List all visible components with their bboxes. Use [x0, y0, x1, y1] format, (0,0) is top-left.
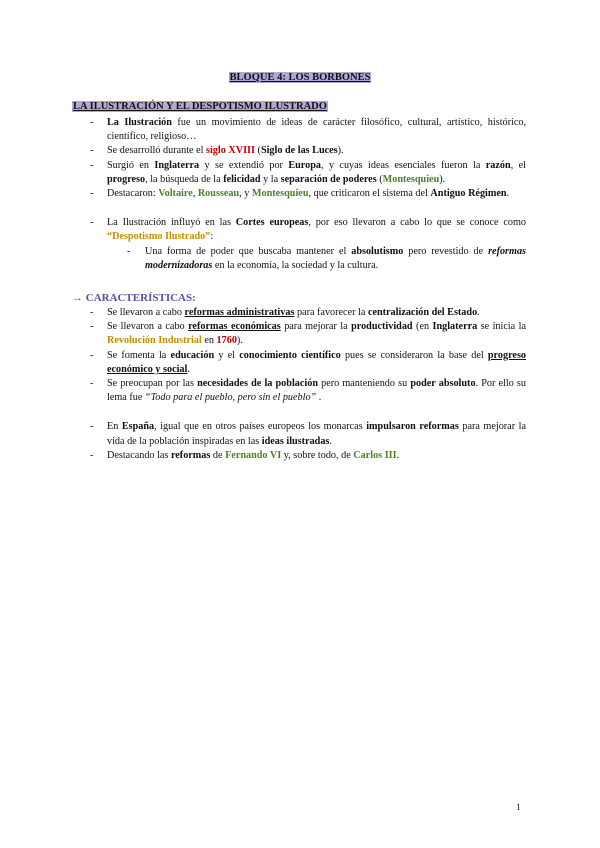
term: reformas [170, 449, 211, 461]
text: pero revestido de [403, 245, 489, 257]
list-item [90, 216, 526, 273]
list-item [90, 187, 526, 201]
text: (en [412, 321, 433, 333]
text: . [506, 188, 510, 200]
term: Inglaterra [154, 159, 200, 171]
text: y se extendió por [199, 159, 289, 171]
term: reformas económicas [188, 321, 281, 333]
term: centralización del Estado [367, 307, 478, 318]
text: : [210, 231, 214, 243]
text: para favorecer la [294, 307, 368, 318]
term: poder absoluto [410, 378, 476, 390]
term: absolutismo [351, 245, 404, 257]
spacer [90, 405, 526, 420]
list-item [90, 144, 526, 158]
section-heading [72, 100, 328, 114]
term: España [121, 421, 155, 433]
term: Europa [288, 159, 321, 171]
text: , la búsqueda de la [145, 173, 224, 185]
term: separación de poderes [280, 173, 377, 185]
sub-list [127, 245, 526, 273]
term: productividad [351, 321, 413, 333]
text: . [329, 435, 332, 447]
text: en [201, 335, 217, 347]
highlight: Rousseau [197, 188, 240, 200]
text: en la economía, la sociedad y la cultura. [212, 259, 379, 271]
text: Destacando las [107, 449, 171, 461]
text: , y cuyas ideas esenciales fueron la [321, 159, 486, 171]
list-item [90, 377, 526, 405]
term: reformas modernizadoras [145, 245, 526, 271]
text: y la [260, 173, 281, 185]
text: , que criticaron el sistema del [308, 188, 431, 200]
motto: “Todo para el pueblo, pero sin el pueblo” [144, 392, 317, 404]
highlight: Carlos III [353, 449, 397, 461]
text: ). [236, 335, 243, 347]
list-item [90, 349, 526, 377]
sub-list-item [127, 245, 526, 273]
text: Se preocupan por las [107, 378, 198, 390]
text: Se llevaron a cabo [107, 307, 185, 318]
text: se inicia la [477, 321, 526, 333]
term: educación [170, 349, 215, 361]
highlight: 1760 [216, 335, 237, 347]
term: reformas administrativas [184, 307, 295, 318]
text: ). [439, 173, 446, 185]
term: felicidad [223, 173, 261, 185]
text: para mejorar la vida de la población inspiradas en las [107, 421, 526, 447]
list-item [90, 159, 526, 187]
highlight: “Despotismo Ilustrado” [107, 231, 211, 243]
term: impulsaron reformas [366, 421, 459, 433]
text: Surgió en [107, 159, 155, 171]
list-item [90, 116, 526, 144]
text: . [187, 363, 190, 375]
highlight: siglo XVIII [206, 145, 255, 157]
term: ideas ilustradas [261, 435, 330, 447]
text: . Por ello su lema fue [107, 378, 526, 404]
text: La Ilustración influyó en las [107, 217, 236, 229]
highlight: Fernando VI [225, 449, 282, 461]
page-number: 1 [516, 802, 521, 812]
term: Siglo de las Luces [260, 145, 338, 157]
page-title [0, 71, 600, 85]
highlight: Montesquieu [251, 188, 309, 200]
list-item [90, 320, 526, 348]
highlight: Revolución Industrial [107, 335, 202, 347]
text: , y [239, 188, 252, 200]
text: . [396, 449, 400, 461]
text: , por eso llevaron a cabo lo que se conoce como [308, 217, 527, 229]
highlight: Voltaire [158, 188, 193, 200]
term: razón [485, 159, 511, 171]
caracteristicas-list [90, 306, 526, 463]
text: para mejorar la [280, 321, 352, 333]
text: ). [337, 145, 344, 157]
text: ( [254, 145, 261, 157]
text: pero manteniendo su [317, 378, 411, 390]
term: Cortes europeas [235, 217, 309, 229]
ilustracion-list [90, 116, 526, 273]
text: , igual que en otros países europeos los monarcas [154, 421, 367, 433]
text: . [316, 392, 322, 404]
term: La Ilustración [107, 117, 172, 128]
list-item [90, 306, 526, 320]
text: Se llevaron a cabo [107, 321, 189, 333]
text: . [477, 307, 480, 318]
term: progreso económico y social [107, 349, 526, 375]
term: Antiguo Régimen [430, 188, 507, 200]
term: Inglaterra [432, 321, 478, 333]
highlight: Montesquieu [382, 173, 440, 185]
term: necesidades de la población [197, 378, 318, 390]
text: Una forma de poder que buscaba mantener el [145, 245, 352, 257]
text: , el [510, 159, 526, 171]
spacer [90, 201, 526, 216]
text: ( [376, 173, 383, 185]
term: progreso [107, 173, 146, 185]
list-item [90, 449, 526, 463]
text: En [107, 421, 122, 433]
text: pues se consideraron la base del [340, 349, 488, 361]
text: Destacaron: [107, 188, 159, 200]
section-heading-text: LA ILUSTRACIÓN Y EL DESPOTISMO ILUSTRADO [73, 101, 327, 112]
list-item [90, 420, 526, 448]
caracteristicas-heading: → CARACTERÍSTICAS: [72, 292, 196, 304]
text: fue un movimiento de ideas de carácter filosófico, cultural, artístico, histórico, científico, religioso… [107, 117, 526, 143]
text: y el [214, 349, 240, 361]
text: de [210, 449, 226, 461]
text: y, sobre todo, de [281, 449, 354, 461]
page-title-text: BLOQUE 4: LOS BORBONES [229, 72, 371, 83]
text: Se fomenta la [107, 349, 171, 361]
term: conocimiento científico [239, 349, 341, 361]
text: Se desarrolló durante el [107, 145, 207, 157]
text: , [192, 188, 198, 200]
